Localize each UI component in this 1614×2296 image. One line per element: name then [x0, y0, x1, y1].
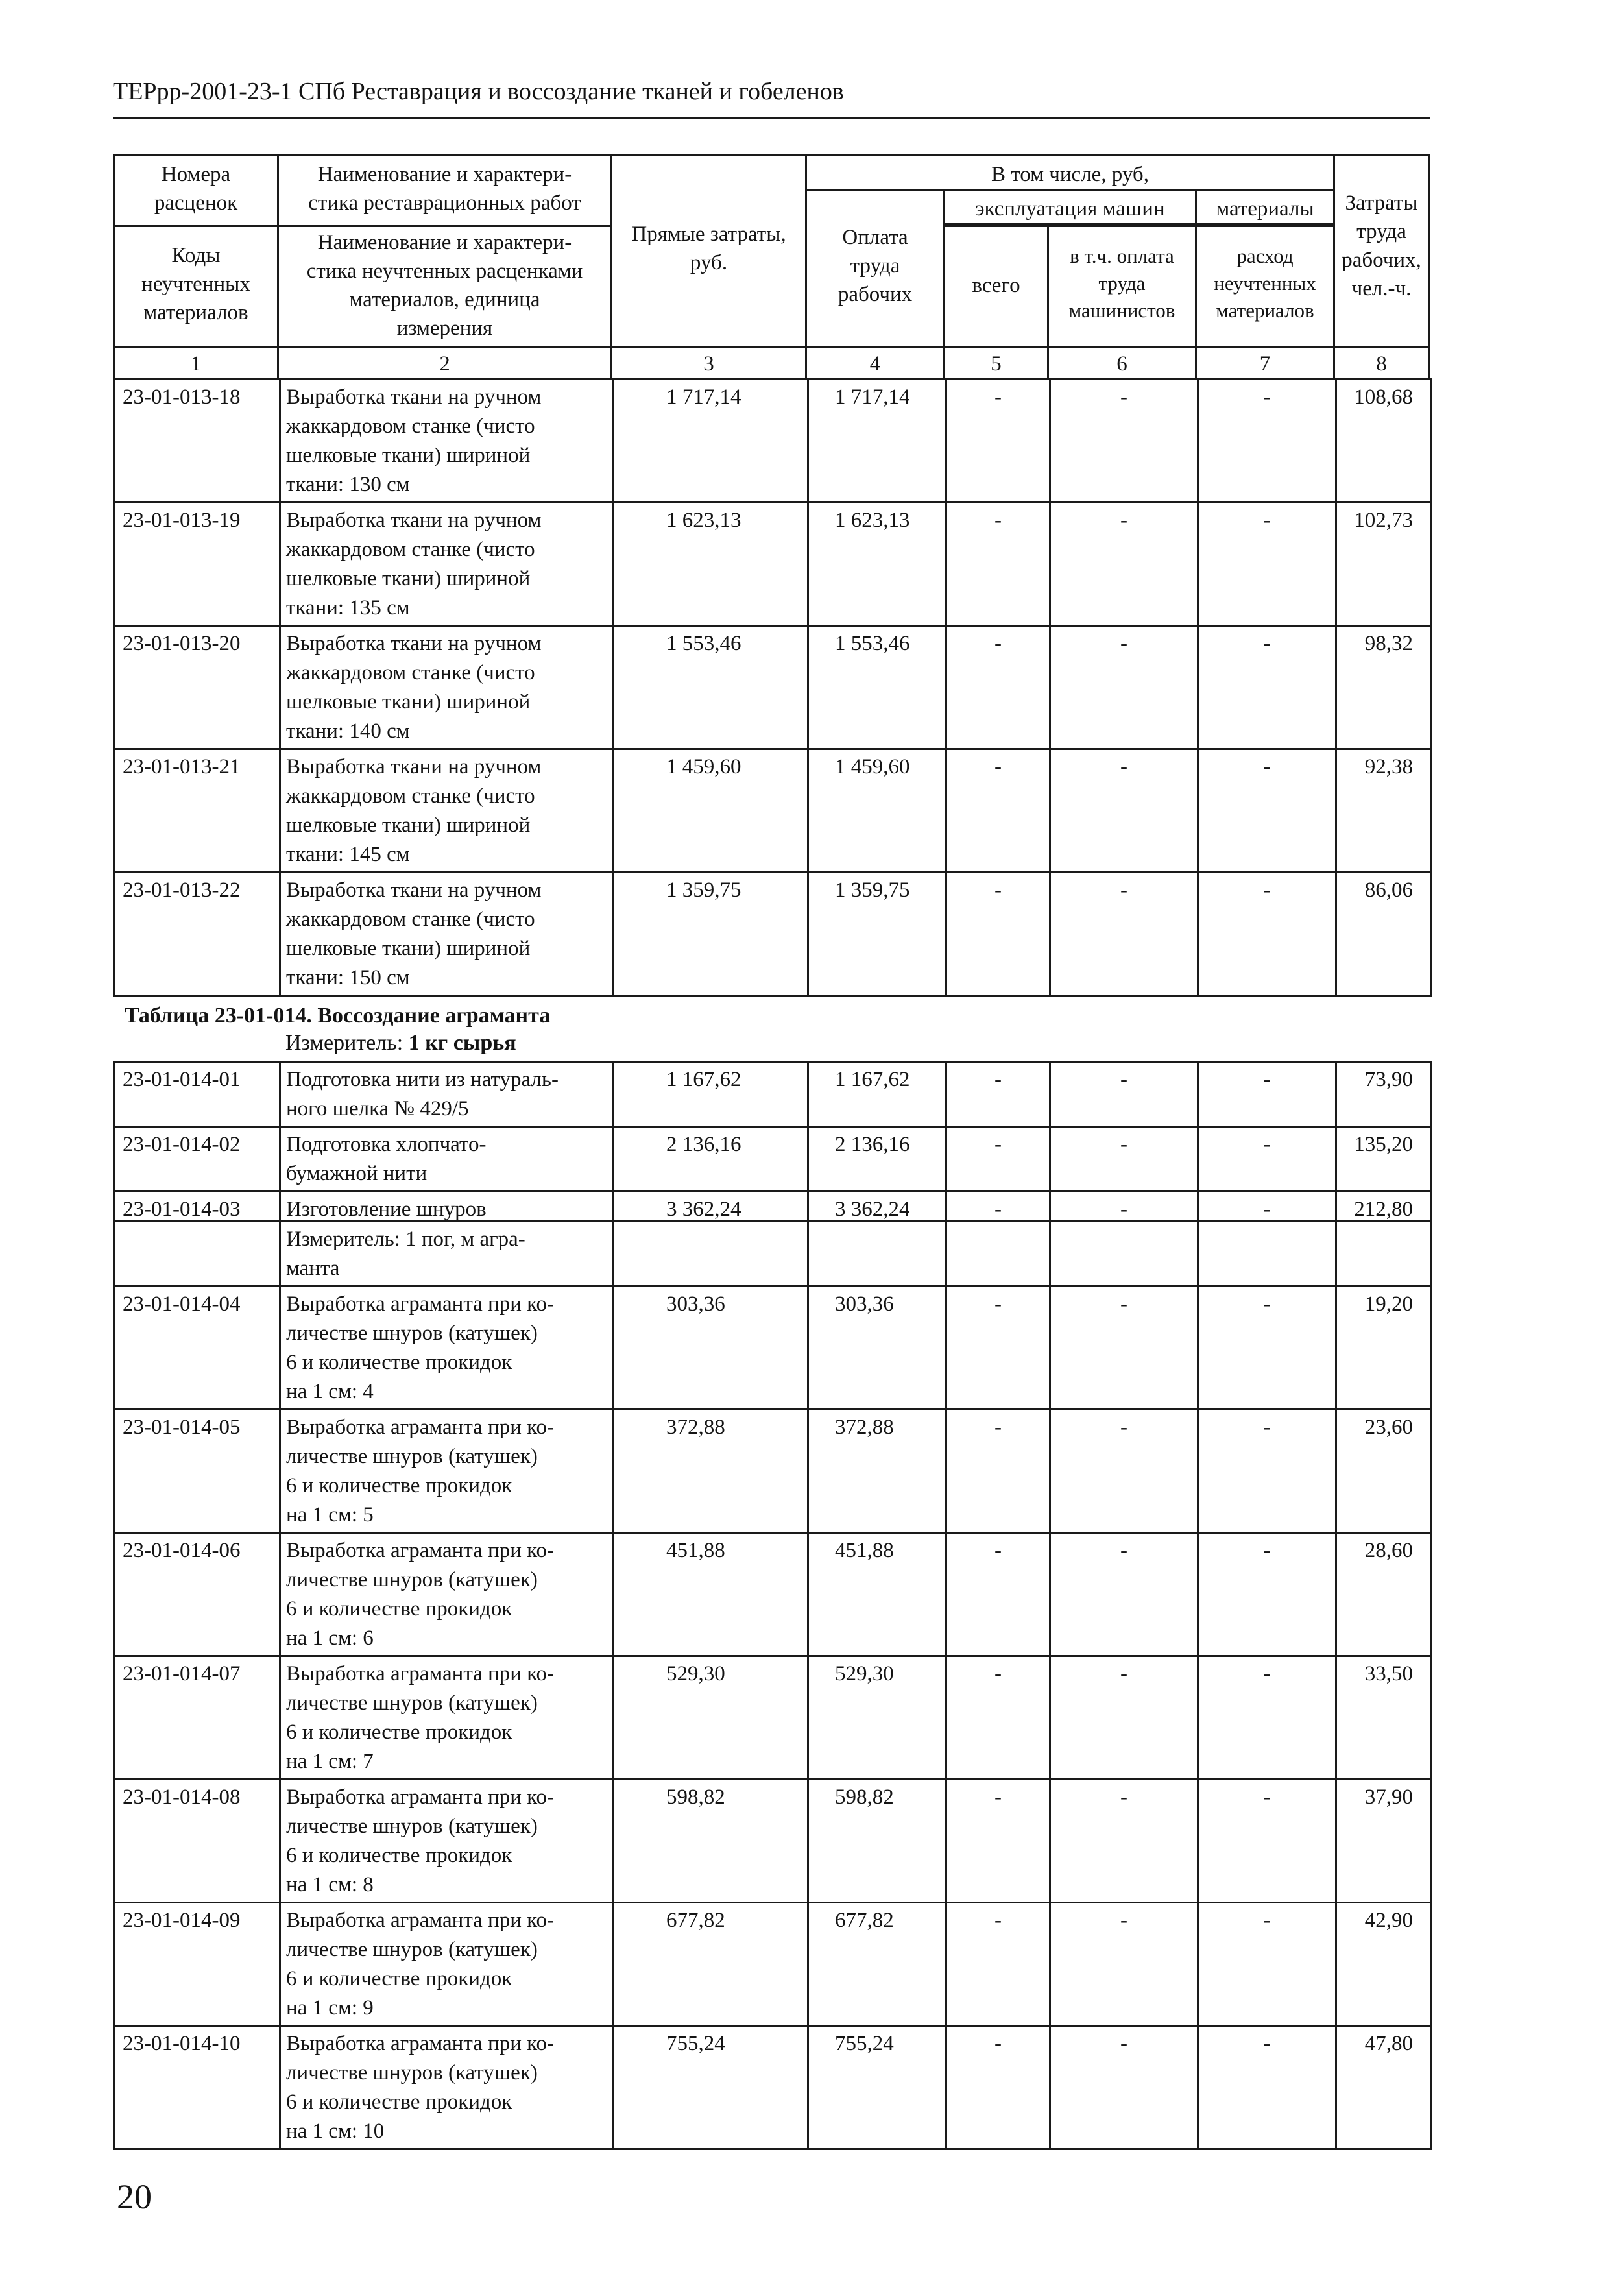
work-description: Изготовление шнуров	[279, 1190, 614, 1222]
header-machine-total: всего	[943, 225, 1049, 348]
labor-pay-value: 1 167,62	[807, 1061, 947, 1128]
materials-value: -	[1197, 1126, 1337, 1192]
work-description: Выработка ткани на ручном жаккардовом станке (чисто шелковые ткани) шириной ткани: 140 см	[279, 625, 614, 750]
column-number: 3	[610, 346, 807, 380]
machine-total-value: -	[945, 501, 1051, 627]
table-title: Таблица 23-01-014. Воссоздание аграманта	[125, 1004, 551, 1028]
work-description: Выработка аграманта при ко- личестве шнуров (катушек) 6 и количестве прокидок на 1 см: 7	[279, 1655, 614, 1780]
machine-total-value	[945, 1220, 1051, 1287]
labor-hours-value: 98,32	[1335, 625, 1432, 750]
column-number: 6	[1047, 346, 1197, 380]
machine-total-value: -	[945, 2025, 1051, 2150]
work-description: Подготовка нити из натураль- ного шелка № 429/5	[279, 1061, 614, 1128]
machine-total-value: -	[945, 1061, 1051, 1128]
machine-total-value: -	[945, 1532, 1051, 1657]
rate-code: 23-01-013-21	[113, 748, 281, 873]
labor-hours-value: 86,06	[1335, 871, 1432, 997]
direct-costs-value	[612, 1220, 809, 1287]
materials-value: -	[1197, 501, 1337, 627]
header-material-name: Наименование и характери- стика неучтенных расценками материалов, единица измерения	[277, 225, 612, 348]
rate-code: 23-01-014-09	[113, 1902, 281, 2027]
header-machine-operation: эксплуатация машин	[943, 189, 1197, 225]
machinist-pay-value: -	[1049, 1778, 1199, 1903]
labor-pay-value: 677,82	[807, 1902, 947, 2027]
machine-total-value: -	[945, 871, 1051, 997]
direct-costs-value: 303,36	[612, 1285, 809, 1410]
rate-code: 23-01-014-07	[113, 1655, 281, 1780]
machinist-pay-value	[1049, 1220, 1199, 1287]
work-description: Выработка ткани на ручном жаккардовом станке (чисто шелковые ткани) шириной ткани: 145 см	[279, 748, 614, 873]
direct-costs-value: 1 623,13	[612, 501, 809, 627]
direct-costs-value: 755,24	[612, 2025, 809, 2150]
rate-code: 23-01-014-04	[113, 1285, 281, 1410]
labor-pay-value: 3 362,24	[807, 1190, 947, 1222]
work-description: Выработка аграманта при ко- личестве шнуров (катушек) 6 и количестве прокидок на 1 см: 9	[279, 1902, 614, 2027]
labor-hours-value: 19,20	[1335, 1285, 1432, 1410]
machinist-pay-value: -	[1049, 1126, 1199, 1192]
rate-code: 23-01-013-19	[113, 501, 281, 627]
labor-pay-value: 529,30	[807, 1655, 947, 1780]
labor-hours-value	[1335, 1220, 1432, 1287]
labor-pay-value: 372,88	[807, 1408, 947, 1534]
labor-pay-value: 2 136,16	[807, 1126, 947, 1192]
materials-value: -	[1197, 1190, 1337, 1222]
labor-hours-value: 92,38	[1335, 748, 1432, 873]
materials-value: -	[1197, 1655, 1337, 1780]
materials-value: -	[1197, 1285, 1337, 1410]
materials-value	[1197, 1220, 1337, 1287]
header-rates-numbers: Номера расценок	[113, 154, 279, 227]
labor-hours-value: 28,60	[1335, 1532, 1432, 1657]
page-header: ТЕРрр-2001-23-1 СПб Реставрация и воссоздание тканей и гобеленов	[113, 78, 844, 105]
page-number: 20	[117, 2177, 152, 2216]
header-labor-hours: Затраты труда рабочих, чел.-ч.	[1333, 154, 1430, 348]
header-materials: материалы	[1195, 189, 1335, 225]
work-description: Выработка аграманта при ко- личестве шнуров (катушек) 6 и количестве прокидок на 1 см: 8	[279, 1778, 614, 1903]
column-number: 8	[1333, 346, 1430, 380]
rate-code: 23-01-014-05	[113, 1408, 281, 1534]
direct-costs-value: 1 167,62	[612, 1061, 809, 1128]
machine-total-value: -	[945, 1655, 1051, 1780]
labor-hours-value: 37,90	[1335, 1778, 1432, 1903]
machinist-pay-value: -	[1049, 1655, 1199, 1780]
work-description: Измеритель: 1 пог, м агра- манта	[279, 1220, 614, 1287]
labor-pay-value: 598,82	[807, 1778, 947, 1903]
labor-hours-value: 42,90	[1335, 1902, 1432, 2027]
labor-hours-value: 108,68	[1335, 378, 1432, 503]
work-description: Выработка ткани на ручном жаккардовом станке (чисто шелковые ткани) шириной ткани: 150 см	[279, 871, 614, 997]
header-direct-costs: Прямые затраты, руб.	[610, 154, 807, 348]
machinist-pay-value: -	[1049, 1902, 1199, 2027]
work-description: Выработка ткани на ручном жаккардовом станке (чисто шелковые ткани) шириной ткани: 135 см	[279, 501, 614, 627]
machine-total-value: -	[945, 625, 1051, 750]
direct-costs-value: 372,88	[612, 1408, 809, 1534]
direct-costs-value: 3 362,24	[612, 1190, 809, 1222]
labor-hours-value: 23,60	[1335, 1408, 1432, 1534]
header-machinist-pay: в т.ч. оплата труда машинистов	[1047, 225, 1197, 348]
column-number: 4	[805, 346, 945, 380]
machinist-pay-value: -	[1049, 1061, 1199, 1128]
work-description: Выработка аграманта при ко- личестве шнуров (катушек) 6 и количестве прокидок на 1 см: 6	[279, 1532, 614, 1657]
labor-pay-value	[807, 1220, 947, 1287]
rate-code: 23-01-014-01	[113, 1061, 281, 1128]
rate-code	[113, 1220, 281, 1287]
materials-value: -	[1197, 1061, 1337, 1128]
materials-value: -	[1197, 2025, 1337, 2150]
machinist-pay-value: -	[1049, 1285, 1199, 1410]
work-description: Выработка аграманта при ко- личестве шнуров (катушек) 6 и количестве прокидок на 1 см: 5	[279, 1408, 614, 1534]
direct-costs-value: 677,82	[612, 1902, 809, 2027]
rate-code: 23-01-014-08	[113, 1778, 281, 1903]
column-number: 2	[277, 346, 612, 380]
rate-code: 23-01-014-03	[113, 1190, 281, 1222]
materials-value: -	[1197, 748, 1337, 873]
direct-costs-value: 529,30	[612, 1655, 809, 1780]
rate-code: 23-01-013-22	[113, 871, 281, 997]
direct-costs-value: 598,82	[612, 1778, 809, 1903]
machinist-pay-value: -	[1049, 1408, 1199, 1534]
measure-label: Измеритель:	[285, 1031, 404, 1055]
rate-code: 23-01-014-02	[113, 1126, 281, 1192]
work-description: Выработка аграманта при ко- личестве шнуров (катушек) 6 и количестве прокидок на 1 см: 10	[279, 2025, 614, 2150]
machinist-pay-value: -	[1049, 1190, 1199, 1222]
machine-total-value: -	[945, 1126, 1051, 1192]
labor-pay-value: 451,88	[807, 1532, 947, 1657]
direct-costs-value: 451,88	[612, 1532, 809, 1657]
machinist-pay-value: -	[1049, 748, 1199, 873]
machine-total-value: -	[945, 378, 1051, 503]
column-number: 7	[1195, 346, 1335, 380]
measure-value: 1 кг сырья	[408, 1031, 516, 1055]
machinist-pay-value: -	[1049, 871, 1199, 997]
machinist-pay-value: -	[1049, 1532, 1199, 1657]
machine-total-value: -	[945, 748, 1051, 873]
direct-costs-value: 1 717,14	[612, 378, 809, 503]
machinist-pay-value: -	[1049, 378, 1199, 503]
direct-costs-value: 1 459,60	[612, 748, 809, 873]
machinist-pay-value: -	[1049, 2025, 1199, 2150]
materials-value: -	[1197, 378, 1337, 503]
rate-code: 23-01-013-18	[113, 378, 281, 503]
machine-total-value: -	[945, 1778, 1051, 1903]
header-labor-pay: Оплата труда рабочих	[805, 189, 945, 348]
header-including: В том числе, руб,	[805, 154, 1335, 191]
labor-hours-value: 102,73	[1335, 501, 1432, 627]
rate-code: 23-01-013-20	[113, 625, 281, 750]
machine-total-value: -	[945, 1190, 1051, 1222]
machine-total-value: -	[945, 1285, 1051, 1410]
machinist-pay-value: -	[1049, 501, 1199, 627]
materials-value: -	[1197, 1778, 1337, 1903]
materials-value: -	[1197, 871, 1337, 997]
rate-code: 23-01-014-06	[113, 1532, 281, 1657]
direct-costs-value: 1 359,75	[612, 871, 809, 997]
labor-hours-value: 212,80	[1335, 1190, 1432, 1222]
labor-pay-value: 1 623,13	[807, 501, 947, 627]
work-description: Выработка ткани на ручном жаккардовом станке (чисто шелковые ткани) шириной ткани: 130 см	[279, 378, 614, 503]
work-description: Выработка аграманта при ко- личестве шнуров (катушек) 6 и количестве прокидок на 1 см: 4	[279, 1285, 614, 1410]
column-number: 1	[113, 346, 279, 380]
machine-total-value: -	[945, 1902, 1051, 2027]
labor-pay-value: 1 459,60	[807, 748, 947, 873]
materials-value: -	[1197, 1532, 1337, 1657]
column-number: 5	[943, 346, 1049, 380]
machinist-pay-value: -	[1049, 625, 1199, 750]
labor-pay-value: 1 359,75	[807, 871, 947, 997]
machine-total-value: -	[945, 1408, 1051, 1534]
labor-pay-value: 1 553,46	[807, 625, 947, 750]
work-description: Подготовка хлопчато- бумажной нити	[279, 1126, 614, 1192]
header-work-name: Наименование и характери- стика реставрационных работ	[277, 154, 612, 227]
labor-hours-value: 73,90	[1335, 1061, 1432, 1128]
labor-pay-value: 303,36	[807, 1285, 947, 1410]
labor-hours-value: 33,50	[1335, 1655, 1432, 1780]
labor-hours-value: 47,80	[1335, 2025, 1432, 2150]
labor-pay-value: 755,24	[807, 2025, 947, 2150]
rate-code: 23-01-014-10	[113, 2025, 281, 2150]
header-unaccounted-materials: расход неучтенных материалов	[1195, 225, 1335, 348]
header-material-codes: Коды неучтенных материалов	[113, 225, 279, 348]
direct-costs-value: 2 136,16	[612, 1126, 809, 1192]
labor-pay-value: 1 717,14	[807, 378, 947, 503]
materials-value: -	[1197, 625, 1337, 750]
direct-costs-value: 1 553,46	[612, 625, 809, 750]
materials-value: -	[1197, 1408, 1337, 1534]
materials-value: -	[1197, 1902, 1337, 2027]
labor-hours-value: 135,20	[1335, 1126, 1432, 1192]
